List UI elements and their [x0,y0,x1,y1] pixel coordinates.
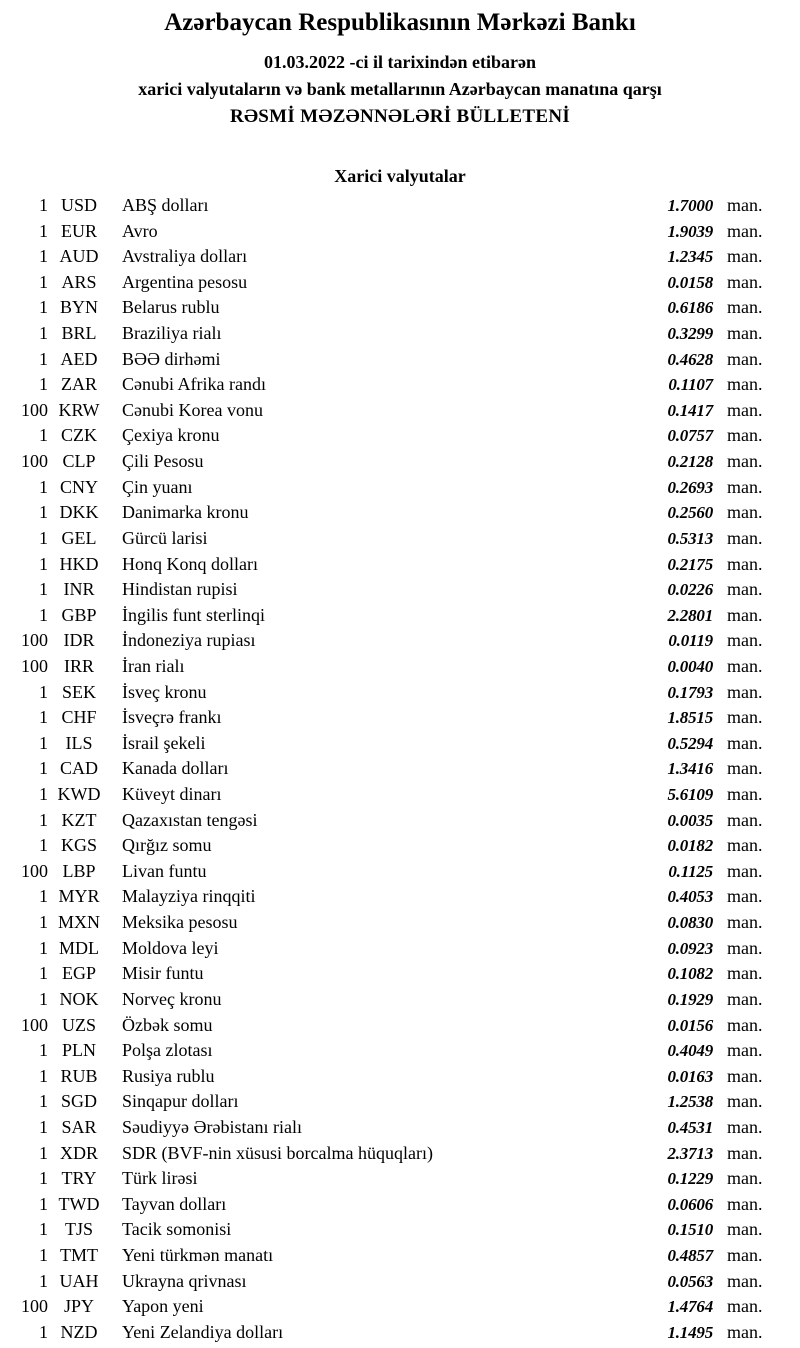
unit-label: man. [727,809,763,830]
currency-code: CLP [62,451,96,472]
currency-name: Türk lirəsi [122,1168,198,1189]
unit-label: man. [727,784,763,805]
unit-label: man. [727,835,763,856]
rate-value: 0.2693 [667,477,713,497]
quantity: 1 [39,195,48,215]
rate-row [0,372,800,398]
rate-row [0,577,800,603]
rate-row [0,654,800,680]
currency-name: Belarus rublu [122,297,220,318]
unit-label: man. [727,246,763,267]
rate-row [0,1166,800,1192]
rate-row [0,782,800,808]
unit-label: man. [727,604,763,625]
rate-value: 0.4049 [667,1041,713,1061]
rate-value: 0.0035 [667,810,713,830]
rate-value: 1.4764 [667,1297,713,1317]
rate-value: 1.8515 [667,708,713,728]
rate-row [0,449,800,475]
currency-code: IDR [63,630,95,651]
unit-label: man. [727,630,763,651]
rate-value: 0.1125 [668,861,713,881]
unit-label: man. [727,399,763,420]
currency-code: TRY [61,1168,97,1189]
rate-row [0,731,800,757]
unit-label: man. [727,451,763,472]
quantity: 1 [39,1065,48,1086]
rate-row [0,1243,800,1269]
bank-title: Azərbaycan Respublikasının Mərkəzi Bankı [164,9,636,36]
rate-value: 0.4053 [667,887,713,907]
unit-label: man. [727,1193,763,1214]
rate-value: 0.0757 [667,426,713,446]
rate-value: 0.0226 [667,580,713,600]
rate-value: 2.3713 [667,1143,713,1163]
unit-label: man. [727,348,763,369]
unit-label: man. [727,527,763,548]
rate-row [0,603,800,629]
rate-value: 0.0830 [667,913,713,933]
rate-row [0,475,800,501]
rate-value: 1.9039 [667,221,713,241]
currency-name: Küveyt dinarı [122,784,222,805]
rate-row [0,936,800,962]
rate-row [0,398,800,424]
rate-row [0,1269,800,1295]
quantity: 1 [39,963,48,984]
currency-code: DKK [59,502,99,523]
rate-value: 0.3299 [667,324,713,344]
currency-name: Rusiya rublu [122,1065,215,1086]
quantity: 1 [39,1193,48,1214]
rate-row [0,1320,800,1346]
currency-code: CZK [61,425,97,446]
currency-name: İsrail şekeli [122,732,206,753]
currency-code: INR [63,579,95,600]
rate-row [0,1192,800,1218]
unit-label: man. [727,1244,763,1265]
currency-name: Norveç kronu [122,988,222,1009]
currency-code: SAR [61,1116,97,1137]
currency-name: Sinqapur dolları [122,1091,239,1112]
quantity: 100 [21,860,48,881]
unit-label: man. [727,425,763,446]
rate-row [0,1217,800,1243]
currency-code: GBP [61,604,97,625]
currency-name: BƏƏ dirhəmi [122,348,221,369]
quantity: 1 [39,681,48,702]
rate-row [0,1064,800,1090]
quantity: 1 [39,988,48,1009]
currency-name: Tayvan dolları [122,1193,227,1214]
currency-code: UZS [61,1014,96,1035]
rate-value: 5.6109 [667,785,713,805]
unit-label: man. [727,195,763,215]
rate-value: 0.1929 [667,989,713,1009]
unit-label: man. [727,707,763,728]
unit-label: man. [727,1219,763,1240]
rate-value: 0.5313 [667,528,713,548]
unit-label: man. [727,1091,763,1112]
quantity: 1 [39,271,48,292]
currency-name: Honq Konq dolları [122,553,258,574]
quantity: 1 [39,886,48,907]
unit-label: man. [727,579,763,600]
rate-row [0,705,800,731]
rate-row [0,1013,800,1039]
subject-line: xarici valyutaların və bank metallarının Azərbaycan manatına qarşı [138,79,662,99]
rate-value: 1.1495 [667,1322,713,1342]
currency-code: JPY [63,1296,94,1317]
quantity: 100 [21,451,48,472]
currency-name: Səudiyyə Ərəbistanı rialı [122,1116,302,1137]
currency-code: ZAR [61,374,97,395]
quantity: 1 [39,707,48,728]
currency-code: CHF [61,707,97,728]
unit-label: man. [727,1040,763,1061]
currency-name: Moldova leyi [122,937,219,958]
rate-value: 0.4628 [667,349,713,369]
rate-row [0,756,800,782]
unit-label: man. [727,912,763,933]
rate-value: 0.6186 [667,298,713,318]
rate-value: 1.3416 [667,759,713,779]
currency-code: KZT [61,809,97,830]
rate-row [0,961,800,987]
rate-row [0,193,800,219]
currency-name: Cənubi Afrika randı [122,374,266,395]
currency-name: Yeni Zelandiya dolları [122,1321,284,1342]
rate-value: 1.2538 [667,1092,713,1112]
rate-value: 0.0163 [667,1066,713,1086]
rate-value: 0.2560 [667,503,713,523]
rate-row [0,628,800,654]
currency-name: Avstraliya dolları [122,246,248,267]
quantity: 1 [39,732,48,753]
quantity: 1 [39,809,48,830]
currency-code: ARS [61,271,97,292]
rate-row [0,526,800,552]
currency-name: Çili Pesosu [122,451,204,472]
quantity: 1 [39,1040,48,1061]
rate-value: 0.1793 [667,682,713,702]
rate-row [0,347,800,373]
unit-label: man. [727,1168,763,1189]
rate-value: 1.7000 [667,196,713,215]
quantity: 1 [39,220,48,241]
rate-row [0,910,800,936]
currency-code: MXN [57,912,100,933]
currency-code: LBP [62,860,96,881]
quantity: 100 [21,399,48,420]
quantity: 1 [39,835,48,856]
rate-value: 0.4857 [667,1245,713,1265]
currency-code: EUR [61,220,97,241]
quantity: 1 [39,297,48,318]
unit-label: man. [727,374,763,395]
quantity: 1 [39,1219,48,1240]
quantity: 1 [39,425,48,446]
quantity: 100 [21,630,48,651]
unit-label: man. [727,963,763,984]
rate-value: 0.0182 [667,836,713,856]
currency-name: Gürcü larisi [122,527,208,548]
unit-label: man. [727,937,763,958]
currency-code: EGP [61,963,96,984]
currency-name: Ukrayna qrivnası [122,1270,247,1291]
rate-value: 0.1229 [667,1169,713,1189]
quantity: 1 [39,246,48,267]
currency-name: İsveçrə frankı [122,707,222,728]
currency-code: TJS [64,1219,93,1240]
currency-code: BRL [61,323,97,344]
currency-code: MYR [58,886,100,907]
rate-row [0,219,800,245]
currency-name: SDR (BVF-nin xüsusi borcalma hüquqları) [122,1142,433,1163]
rate-value: 0.1082 [667,964,713,984]
quantity: 1 [39,1142,48,1163]
currency-code: USD [60,195,97,215]
rate-row [0,833,800,859]
currency-name: Braziliya rialı [122,323,222,344]
rate-row [0,423,800,449]
rate-row [0,808,800,834]
currency-code: HKD [59,553,99,574]
currency-code: NOK [59,988,99,1009]
unit-label: man. [727,297,763,318]
rate-row [0,859,800,885]
rate-value: 1.2345 [667,247,713,267]
currency-name: Cənubi Korea vonu [122,399,263,420]
rate-row [0,1294,800,1320]
currency-code: KGS [60,835,97,856]
rate-row [0,270,800,296]
rate-row [0,1141,800,1167]
quantity: 1 [39,1116,48,1137]
currency-code: AED [60,348,98,369]
quantity: 1 [39,758,48,779]
currency-name: Çexiya kronu [122,425,220,446]
rate-row [0,1038,800,1064]
currency-name: İndoneziya rupiası [122,630,256,651]
currency-name: Çin yuanı [122,476,193,497]
rate-row [0,321,800,347]
quantity: 1 [39,1244,48,1265]
rate-value: 0.1107 [668,375,713,395]
unit-label: man. [727,1321,763,1342]
quantity: 1 [39,502,48,523]
unit-label: man. [727,860,763,881]
bulletin-title: RƏSMİ MƏZƏNNƏLƏRİ BÜLLETENİ [229,106,571,127]
rate-value: 0.1510 [667,1220,713,1240]
rate-row [0,1089,800,1115]
currency-name: Tacik somonisi [122,1219,232,1240]
rate-value: 0.0923 [667,938,713,958]
rate-value: 0.0119 [668,631,713,651]
currency-code: TMT [60,1244,98,1265]
currency-code: ILS [65,732,93,753]
quantity: 1 [39,348,48,369]
unit-label: man. [727,476,763,497]
unit-label: man. [727,1296,763,1317]
rate-row [0,884,800,910]
currency-code: MDL [59,937,99,958]
currency-code: SGD [60,1091,97,1112]
rates-table [0,193,800,1345]
currency-name: Livan funtu [122,860,207,881]
unit-label: man. [727,1014,763,1035]
unit-label: man. [727,553,763,574]
quantity: 1 [39,1168,48,1189]
currency-code: CNY [59,476,98,497]
currency-code: PLN [61,1040,96,1061]
rate-row [0,1115,800,1141]
rate-value: 0.1417 [667,400,713,420]
currency-name: Özbək somu [122,1014,213,1035]
rate-row [0,552,800,578]
currency-code: XDR [59,1142,98,1163]
currency-name: Malayziya rinqqiti [122,886,256,907]
rate-row [0,500,800,526]
rate-value: 0.0563 [667,1271,713,1291]
currency-name: Hindistan rupisi [122,579,238,600]
currency-code: AUD [59,246,99,267]
quantity: 1 [39,784,48,805]
quantity: 1 [39,1270,48,1291]
rate-row [0,244,800,270]
currency-name: Yapon yeni [122,1296,204,1317]
rate-value: 0.2128 [667,452,713,472]
currency-code: GEL [61,527,97,548]
quantity: 1 [39,323,48,344]
quantity: 1 [39,579,48,600]
currency-code: KWD [57,784,101,805]
quantity: 1 [39,476,48,497]
quantity: 1 [39,912,48,933]
unit-label: man. [727,681,763,702]
quantity: 1 [39,937,48,958]
currency-name: Argentina pesosu [122,271,248,292]
quantity: 1 [39,553,48,574]
rate-value: 0.2175 [667,554,713,574]
currency-code: SEK [61,681,96,702]
currency-name: Yeni türkmən manatı [122,1244,274,1265]
quantity: 1 [39,1091,48,1112]
section-title-foreign-currencies: Xarici valyutalar [334,166,466,186]
rate-value: 0.0156 [667,1015,713,1035]
quantity: 100 [21,655,48,676]
unit-label: man. [727,988,763,1009]
rate-value: 0.0606 [667,1194,713,1214]
unit-label: man. [727,732,763,753]
unit-label: man. [727,271,763,292]
currency-code: BYN [59,297,98,318]
currency-code: NZD [60,1321,98,1342]
rate-value: 0.0040 [667,656,713,676]
currency-name: Qırğız somu [122,835,212,856]
rate-row [0,680,800,706]
quantity: 1 [39,1321,48,1342]
currency-name: Misir funtu [122,963,204,984]
unit-label: man. [727,1270,763,1291]
currency-code: IRR [63,655,94,676]
currency-code: UAH [59,1270,99,1291]
unit-label: man. [727,502,763,523]
currency-name: Danimarka kronu [122,502,249,523]
rate-row [0,295,800,321]
currency-name: Avro [122,220,158,241]
rate-value: 0.4531 [667,1117,713,1137]
currency-name: ABŞ dolları [122,195,209,215]
currency-name: Kanada dolları [122,758,229,779]
currency-name: Polşa zlotası [122,1040,213,1061]
quantity: 1 [39,604,48,625]
unit-label: man. [727,886,763,907]
currency-name: İran rialı [122,655,185,676]
unit-label: man. [727,1142,763,1163]
rate-value: 0.5294 [667,733,713,753]
unit-label: man. [727,758,763,779]
quantity: 1 [39,374,48,395]
quantity: 100 [21,1014,48,1035]
currency-code: CAD [59,758,98,779]
rate-row [0,987,800,1013]
rate-value: 0.0158 [667,272,713,292]
effective-date-line: 01.03.2022 -ci il tarixindən etibarən [264,52,536,72]
currency-code: KRW [58,399,100,420]
unit-label: man. [727,1065,763,1086]
currency-name: Qazaxıstan tengəsi [122,809,258,830]
currency-code: TWD [58,1193,100,1214]
currency-name: İsveç kronu [122,681,207,702]
quantity: 1 [39,527,48,548]
rate-value: 2.2801 [667,605,713,625]
currency-code: RUB [60,1065,98,1086]
unit-label: man. [727,655,763,676]
unit-label: man. [727,220,763,241]
currency-name: Meksika pesosu [122,912,238,933]
unit-label: man. [727,1116,763,1137]
currency-name: İngilis funt sterlinqi [122,604,265,625]
quantity: 100 [21,1296,48,1317]
unit-label: man. [727,323,763,344]
